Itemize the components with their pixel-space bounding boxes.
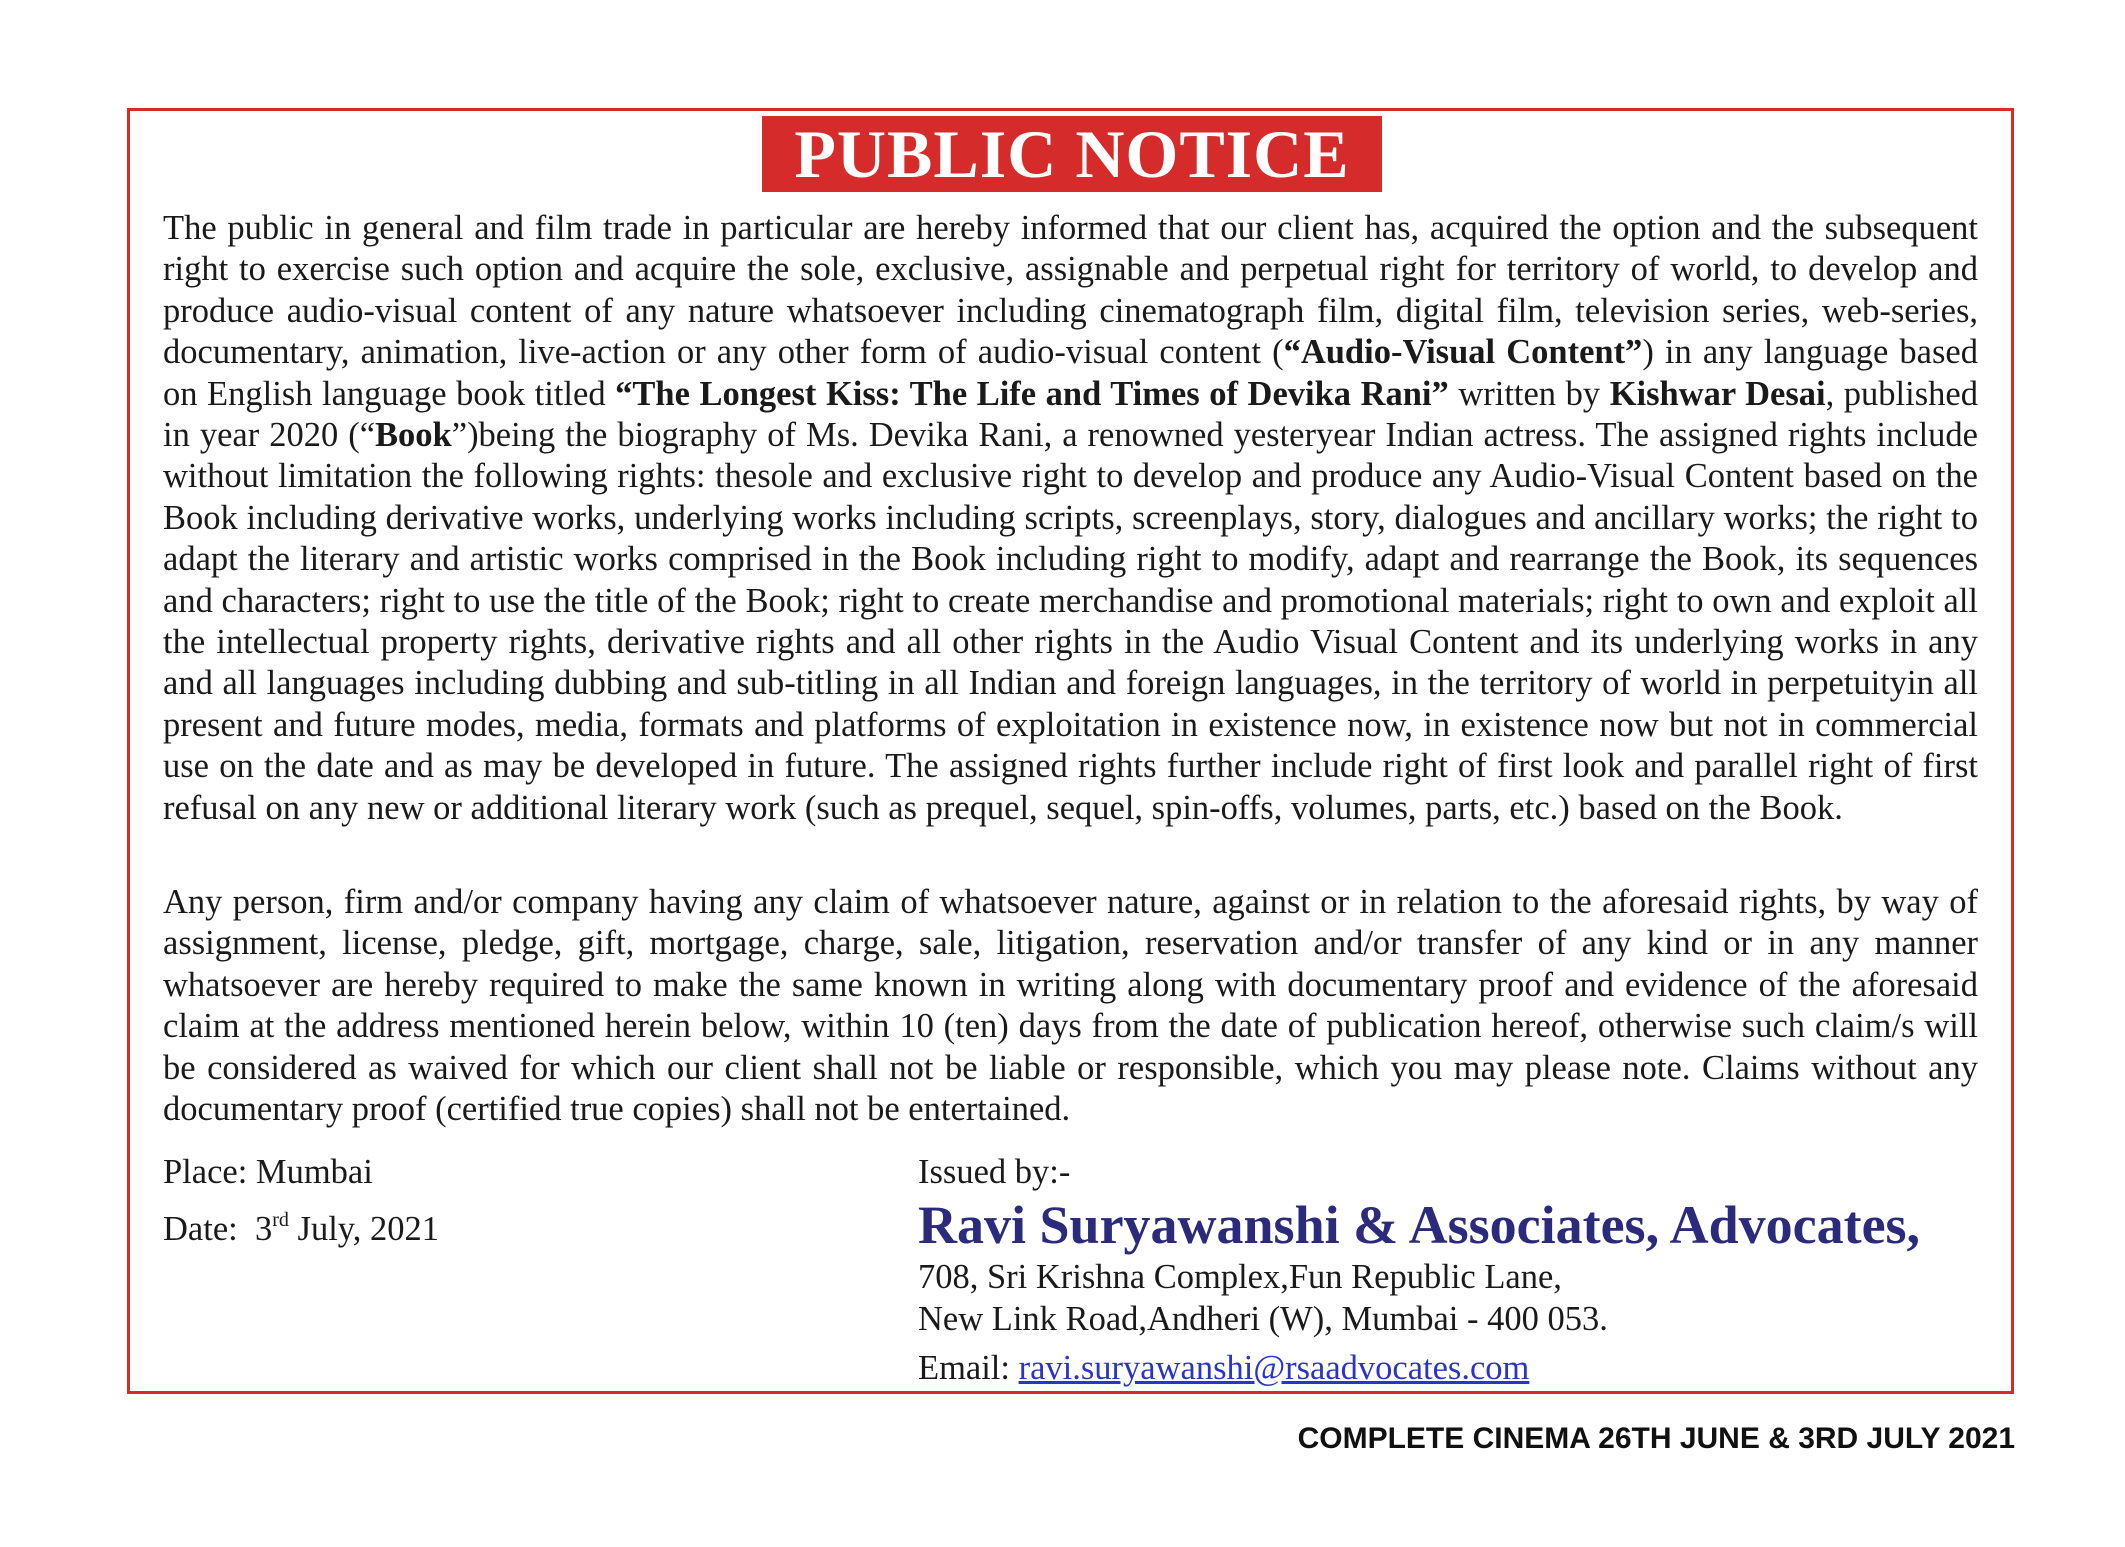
term-audio-visual-content: “Audio-Visual Content”: [1283, 333, 1643, 372]
email-link[interactable]: ravi.suryawanshi@rsaadvocates.com: [1018, 1349, 1530, 1387]
para2-text: Any person, firm and/or company having any claim of whatsoever nature, against or in relation to the aforesaid rights, by way of assignment, license, pledge, gift, mortgage, charge, sale, litigation, reservation and/or transfer of any kind or in any manner whatsoever are hereby required to make the same known in writing along with documentary proof and evidence of the aforesaid claim at the address mentioned herein below, within 10 (ten) days from the date of publication hereof, otherwise such claim/s will be considered as waived for which our client shall not be liable or responsible, which you may please note. Claims without any documentary proof (certified true copies) shall not be entertained.: [163, 883, 1978, 1129]
address-line-1: 708, Sri Krishna Complex,Fun Republic Lane,: [918, 1258, 1562, 1296]
date-label: Date:: [163, 1210, 238, 1248]
email-label: Email:: [918, 1349, 1010, 1387]
place-line: [163, 1152, 373, 1193]
para1-text-3: written by: [1448, 374, 1610, 413]
notice-paragraph-2: [163, 882, 1978, 1130]
para1-text-1: The public in general and film trade in particular are hereby informed that our client has, acquired the option and the subsequent right to exercise such option and acquire the sole, exclusive, assignable and perpetual right for territory of world, to develop and produce audio-visual content of any nature whatsoever including cinematograph film, digital film, television series, web-series, documentary, animation, live-action or any other form of audio-visual content (: [163, 209, 1978, 372]
date-rest: July, 2021: [297, 1210, 440, 1248]
firm-name: Ravi Suryawanshi & Associates, Advocates,: [918, 1195, 1921, 1255]
para1-text-5: ”)being the biography of Ms. Devika Rani, a renowned yesteryear Indian actress. The assigned rights include without limitation the following rights: thesole and exclusive right to develop and produce any Audio-Visual Content based on the Book including derivative works, underlying works including scripts, screenplays, story, dialogues and ancillary works; the right to adapt the literary and artistic works comprised in the Book including right to modify, adapt and rearrange the Book, its sequences and characters; right to use the title of the Book; right to create merchandise and promotional materials; right to own and exploit all the intellectual property rights, derivative rights and all other rights in the Audio Visual Content and its underlying works in any and all languages including dubbing and sub-titling in all Indian and foreign languages, in the territory of world in perpetuityin all present and future modes, media, formats and platforms of exploitation in existence now, in existence now but not in commercial use on the date and as may be developed in future. The assigned rights further include right of first look and parallel right of first refusal on any new or additional literary work (such as prequel, sequel, spin-offs, volumes, parts, etc.) based on the Book.: [163, 416, 1978, 827]
issued-by-label: Issued by:-: [918, 1153, 1071, 1191]
address-line-2: New Link Road,Andheri (W), Mumbai - 400 053.: [918, 1300, 1608, 1338]
date-suffix: rd: [272, 1209, 289, 1231]
title-banner: [762, 116, 1382, 192]
para1-text-4: , published in year 2020 (“: [163, 374, 1978, 455]
notice-paragraph-1: [163, 208, 1978, 829]
publication-footer: COMPLETE CINEMA 26TH JUNE & 3RD JULY 2021: [1297, 1422, 2015, 1455]
para1-text-2: ) in any language based on English language book titled: [163, 333, 1978, 413]
date-line: [163, 1209, 439, 1250]
author-name: Kishwar Desai: [1609, 374, 1826, 413]
place-value: Mumbai: [255, 1153, 373, 1191]
term-book: Book: [375, 416, 452, 455]
notice-title: PUBLIC NOTICE: [794, 116, 1350, 192]
book-title: “The Longest Kiss: The Life and Times of Devika Rani”: [615, 374, 1449, 413]
email-line: [918, 1348, 1529, 1389]
date-day: 3: [254, 1210, 273, 1248]
place-label: Place:: [163, 1153, 248, 1191]
